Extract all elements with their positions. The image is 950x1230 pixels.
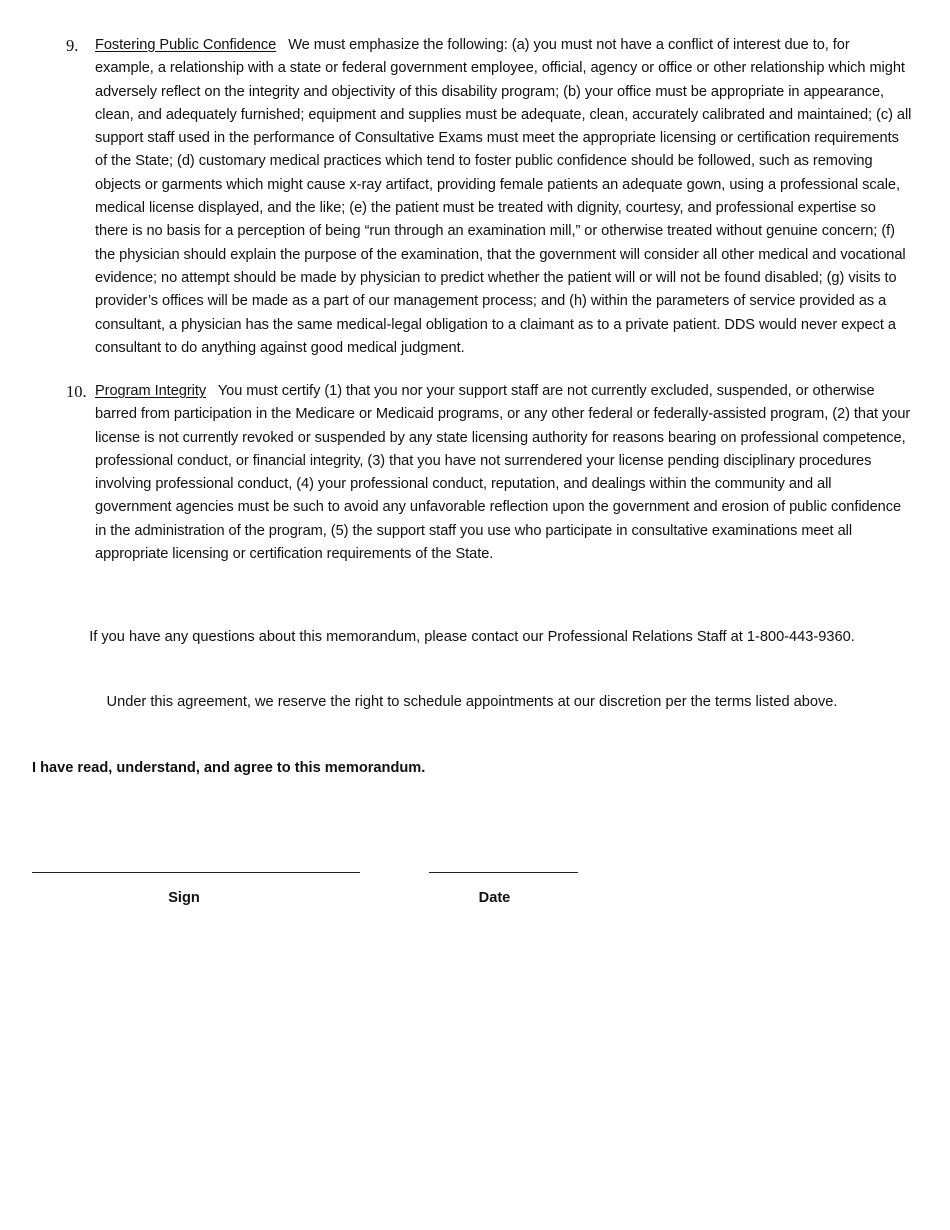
item-title: Program Integrity bbox=[95, 383, 207, 399]
contact-statement: If you have any questions about this memorandum, please contact our Professional Relations Staff at 1-800-443-9360. bbox=[89, 629, 855, 645]
item-text: You must certify (1) that you nor your support staff are not currently excluded, suspended, or otherwise barred from participation in the Medicare or Medicaid programs, or any other federal or federally-assisted program, (2) that your license is not currently revoked or suspended by any state licensing authority for reasons bearing on professional competence, professional conduct, or financial integrity, (3) that you have not surrendered your license pending disciplinary procedures involving professional conduct, (4) your professional conduct, reputation, and dealings within the community and all government agencies must be such to avoid any unfavorable reflection upon the government and erosion of public confidence in the administration of the program, (5) the support staff you use who participate in consultative examinations meet all appropriate licensing or certification requirements of the State. bbox=[95, 383, 911, 563]
item-number: 10. bbox=[66, 382, 87, 401]
item-number: 9. bbox=[66, 36, 79, 55]
signature-line[interactable] bbox=[32, 872, 360, 873]
date-label: Date bbox=[478, 890, 511, 906]
acknowledgement-statement: I have read, understand, and agree to this memorandum. bbox=[32, 760, 426, 776]
item-body bbox=[95, 380, 912, 566]
sign-label: Sign bbox=[168, 890, 200, 906]
item-text: We must emphasize the following: (a) you must not have a conflict of interest due to, for example, a relationship with a state or federal government employee, official, agency or office or other relationship which might adversely reflect on the integrity and objectivity of this disability program; (b) your office must be appropriate in appearance, clean, and adequately furnished; equipment and supplies must be adequate, clean, accurately calibrated and maintained; (c) all support staff used in the performance of Consultative Exams must meet the appropriate licensing or certification requirements of the State; (d) customary medical practices which tend to foster public confidence should be followed, such as removing objects or garments which might cause x-ray artifact, providing female patients an adequate gown, using a professional scale, medical license displayed, and the like; (e) the patient must be treated with dignity, courtesy, and professional expertise so there is no basis for a perception of being “run through an examination mill,” or otherwise treated without genuine concern; (f) the physician should explain the purpose of the examination, that the government will consider all other medical and vocational evidence; no attempt should be made by physician to predict whether the patient will or will not be found disabled; (g) visits to provider’s offices will be made as a part of our management process; and (h) within the parameters of service provided as a consultant, a physician has the same medical-legal obligation to a claimant as to a private patient. DDS would never expect a consultant to do anything against good medical judgment. bbox=[95, 37, 912, 356]
agreement-statement: Under this agreement, we reserve the right to schedule appointments at our discretion per the terms listed above. bbox=[106, 694, 838, 710]
item-title: Fostering Public Confidence bbox=[95, 37, 277, 53]
item-body bbox=[95, 34, 912, 360]
item-program-integrity bbox=[66, 380, 912, 566]
item-fostering-public-confidence bbox=[66, 34, 912, 360]
date-line[interactable] bbox=[429, 872, 578, 873]
